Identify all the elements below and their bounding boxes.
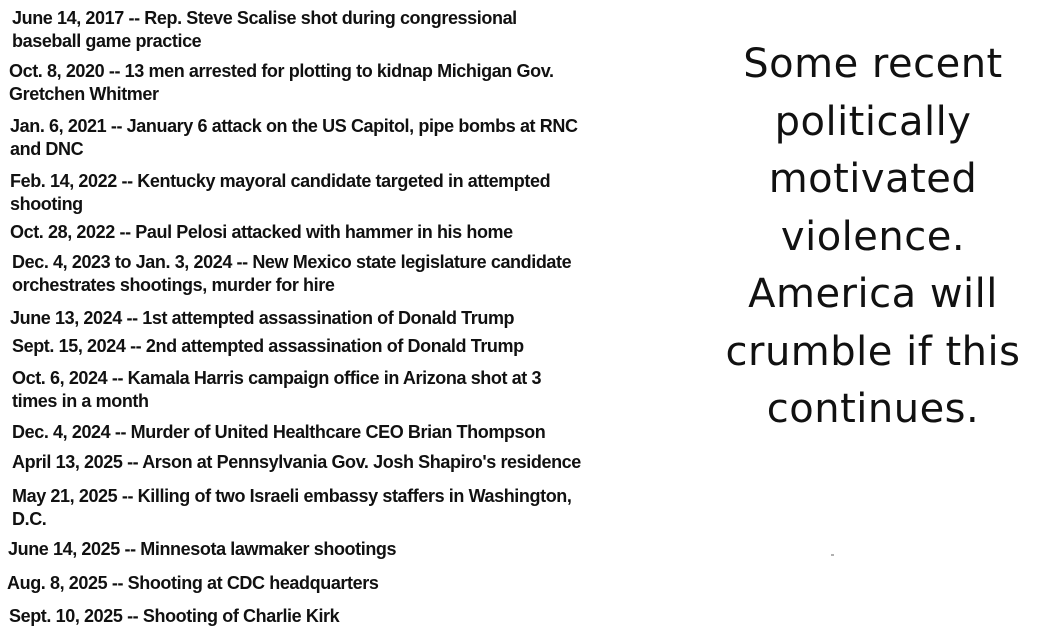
event-entry: [12, 451, 581, 474]
event-line: Gretchen Whitmer: [9, 84, 159, 104]
event-entry: [9, 60, 554, 106]
stray-mark: [831, 554, 834, 556]
event-line: Sept. 10, 2025 -- Shooting of Charlie Kirk: [9, 606, 340, 626]
event-entry: [12, 421, 545, 444]
event-entry: [10, 170, 550, 216]
event-entry: [12, 367, 541, 413]
event-line: Jan. 6, 2021 -- January 6 attack on the US Capitol, pipe bombs at RNC: [10, 116, 578, 136]
event-entry: [12, 251, 571, 297]
event-line: June 13, 2024 -- 1st attempted assassination of Donald Trump: [10, 308, 515, 328]
event-entry: [10, 221, 513, 244]
event-line: Oct. 28, 2022 -- Paul Pelosi attacked with hammer in his home: [10, 222, 513, 242]
event-line: baseball game practice: [12, 31, 202, 51]
event-entry: [7, 572, 378, 595]
event-line: D.C.: [12, 509, 47, 529]
event-line: times in a month: [12, 391, 149, 411]
event-line: Aug. 8, 2025 -- Shooting at CDC headquarters: [7, 573, 379, 593]
commentary-line: violence.: [780, 213, 966, 260]
event-line: shooting: [10, 194, 83, 214]
event-entry: [12, 335, 524, 358]
commentary-line: America will: [748, 271, 998, 317]
commentary-line: crumble if this: [725, 328, 1021, 375]
commentary-line: motivated: [768, 156, 978, 202]
event-line: Dec. 4, 2023 to Jan. 3, 2024 -- New Mexico state legislature candidate: [12, 252, 572, 272]
event-entry: [9, 605, 339, 628]
event-line: Feb. 14, 2022 -- Kentucky mayoral candidate targeted in attempted: [10, 171, 551, 191]
commentary-line: Some recent: [743, 41, 1003, 87]
event-entry: [8, 538, 396, 561]
event-line: and DNC: [10, 139, 84, 159]
commentary-text: [714, 36, 1032, 439]
event-line: Oct. 8, 2020 -- 13 men arrested for plotting to kidnap Michigan Gov.: [9, 61, 554, 81]
event-line: Oct. 6, 2024 -- Kamala Harris campaign office in Arizona shot at 3: [12, 368, 542, 388]
event-line: Dec. 4, 2024 -- Murder of United Healthcare CEO Brian Thompson: [12, 422, 546, 442]
commentary-line: politically: [774, 98, 972, 145]
event-line: Sept. 15, 2024 -- 2nd attempted assassination of Donald Trump: [12, 336, 524, 356]
event-entry: [10, 307, 514, 330]
event-entry: [12, 485, 572, 531]
event-line: orchestrates shootings, murder for hire: [12, 275, 335, 295]
event-line: June 14, 2017 -- Rep. Steve Scalise shot during congressional: [12, 8, 517, 28]
event-line: April 13, 2025 -- Arson at Pennsylvania Gov. Josh Shapiro's residence: [12, 452, 581, 472]
event-line: June 14, 2025 -- Minnesota lawmaker shootings: [8, 539, 397, 559]
event-line: May 21, 2025 -- Killing of two Israeli embassy staffers in Washington,: [12, 486, 572, 506]
commentary-line: continues.: [766, 386, 980, 432]
event-entry: [12, 7, 517, 53]
event-entry: [10, 115, 578, 161]
